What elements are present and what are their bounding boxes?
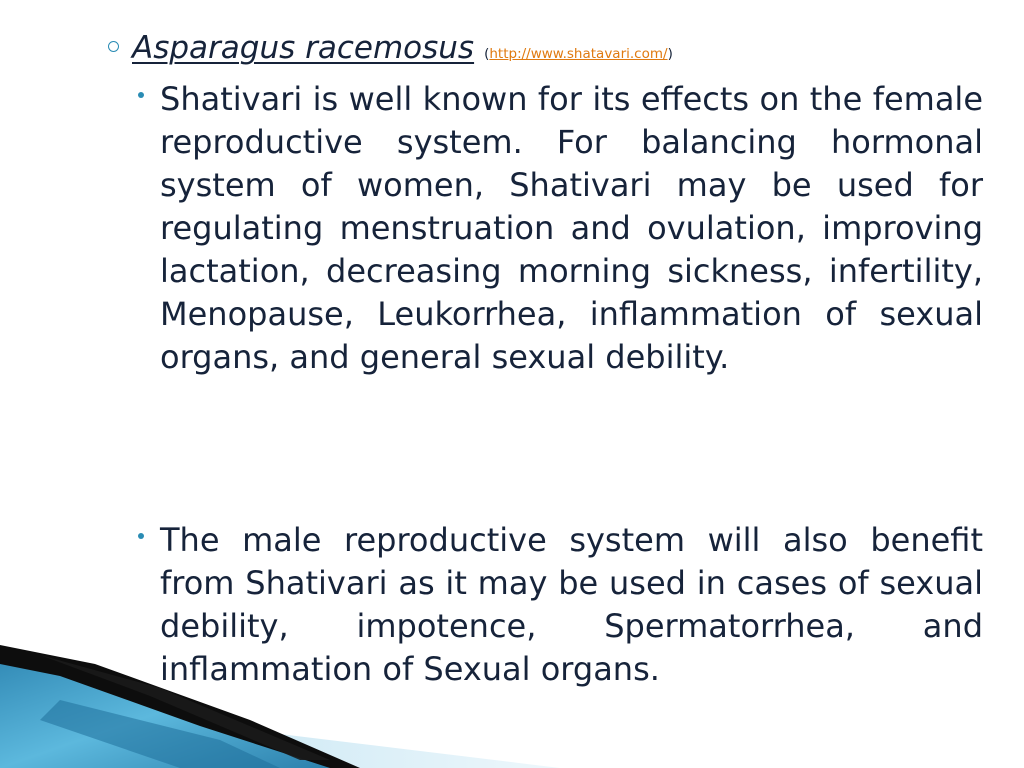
- circle-bullet-icon: [108, 41, 119, 52]
- link-close-paren: ): [667, 46, 673, 62]
- dot-bullet-icon: [138, 533, 144, 539]
- bullet-item-male-benefits: [138, 519, 983, 691]
- heading-line: [108, 30, 988, 66]
- bullet-text: Shativari is well known for its effects on the female reproductive system. For balancing hormonal system of women, Shativari may be used for regulating menstruation and ovulation, improving lactation, decreasing morning sickness, infertility, Menopause, Leukorrhea, inflammation of sexual organs, and general sexual debility.: [160, 80, 983, 376]
- source-link-wrapper: [484, 46, 673, 62]
- source-link[interactable]: http://www.shatavari.com/: [489, 46, 668, 62]
- link-open-paren: (: [484, 46, 490, 62]
- bullet-item-female-benefits: [138, 78, 983, 379]
- bullet-text: The male reproductive system will also benefit from Shativari as it may be used in cases of sexual debility, impotence, Spermatorrhea, and inflammation of Sexual organs.: [160, 521, 983, 688]
- slide-title: Asparagus racemosus: [132, 30, 475, 66]
- dot-bullet-icon: [138, 92, 144, 98]
